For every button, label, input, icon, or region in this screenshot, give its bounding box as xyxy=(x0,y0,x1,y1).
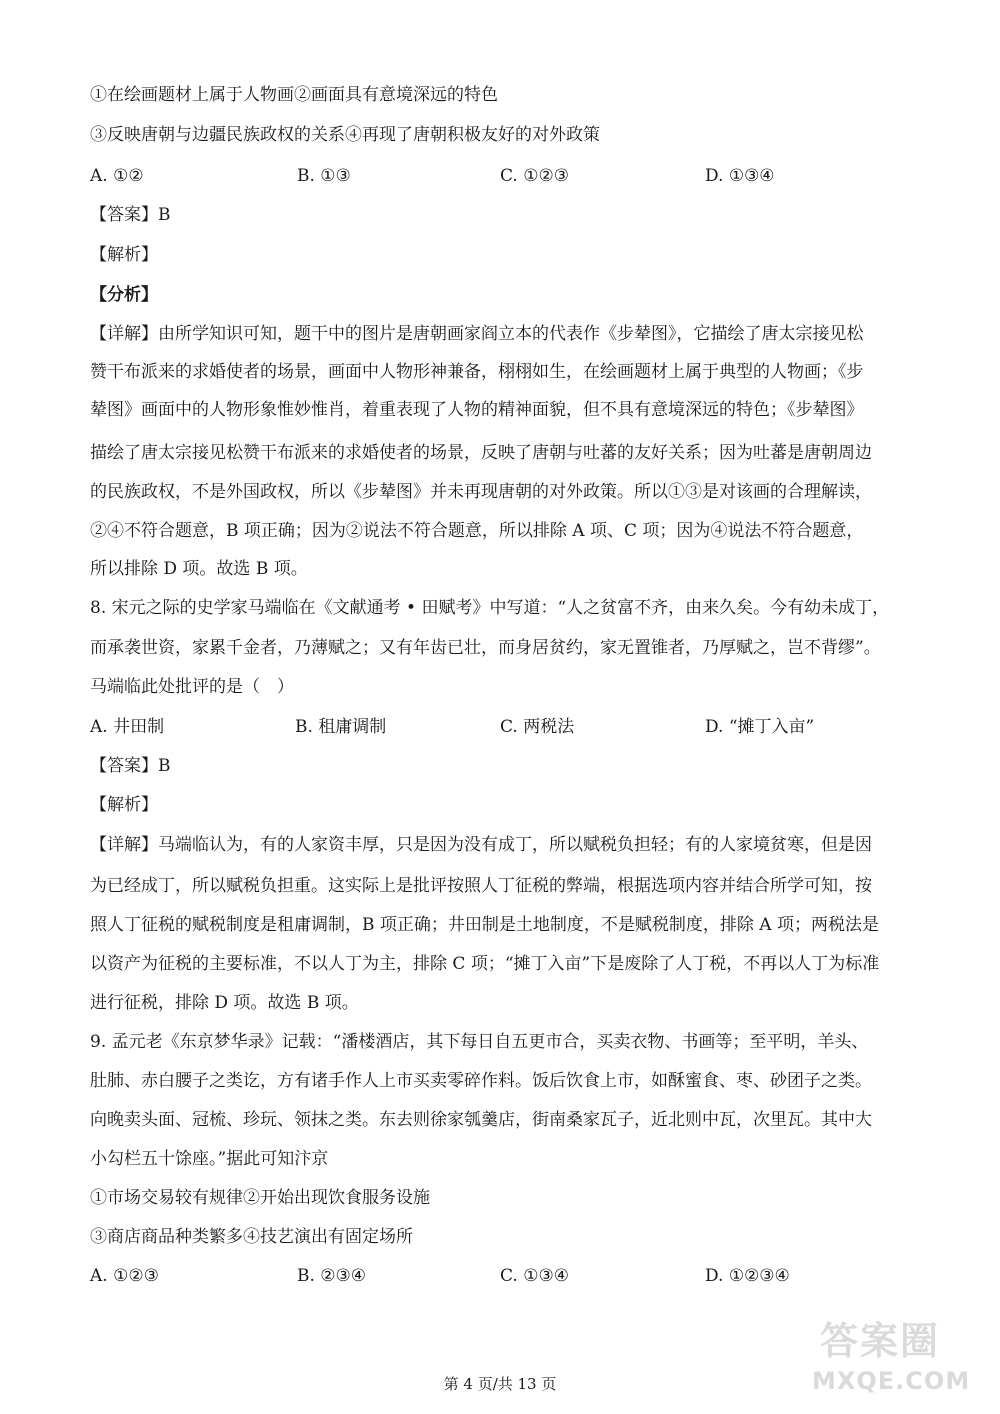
detail-q8-line-3: 照人丁征税的赋税制度是租庸调制，B 项正确；井田制是土地制度，不是赋税制度，排除 A 项；两税法是 xyxy=(90,915,879,935)
options-row-q7 xyxy=(90,165,920,187)
option-d: D. ①②③④ xyxy=(705,1266,790,1286)
option-a: A. ①② xyxy=(90,166,144,186)
q9-stem-line-3: 向晚卖头面、冠梳、珍玩、领抹之类。东去则徐家瓠羹店，街南桑家瓦子，近北则中瓦，次里瓦。其中大 xyxy=(90,1110,872,1130)
detail-q7-line-2: 赞干布派来的求婚使者的场景，画面中人物形神兼备，栩栩如生，在绘画题材上属于典型的人物画；《步 xyxy=(90,362,864,382)
watermark-site-text: MXQE.COM xyxy=(812,1367,971,1395)
analysis-label-q7: 【解析】 xyxy=(90,245,158,265)
detail-q7-line-5: 的民族政权，不是外国政权，所以《步辇图》并未再现唐朝的对外政策。所以①③是对该画的合理解读， xyxy=(90,482,872,502)
q8-stem-line-2: 而承袭世资，家累千金者，乃薄赋之；又有年齿已壮，而身居贫约，家无置锥者，乃厚赋之，岂不背缪”。 xyxy=(90,638,881,658)
fenxi-label-q7: 【分析】 xyxy=(90,285,158,305)
statement-line-2: ③反映唐朝与边疆民族政权的关系④再现了唐朝积极友好的对外政策 xyxy=(90,125,600,145)
options-row-q9 xyxy=(90,1265,920,1287)
q9-statement-line-2: ③商店商品种类繁多④技艺演出有固定场所 xyxy=(90,1227,413,1247)
detail-q7-line-3: 辇图》画面中的人物形象惟妙惟肖，着重表现了人物的精神面貌，但不具有意境深远的特色；《步辇图》 xyxy=(90,400,864,420)
watermark-logo-text: 答案圈 xyxy=(820,1319,941,1363)
option-a: A. ①②③ xyxy=(90,1266,159,1286)
statement-line-1: ①在绘画题材上属于人物画②画面具有意境深远的特色 xyxy=(90,85,498,105)
options-row-q8 xyxy=(90,716,920,738)
q8-stem-line-1: 8. 宋元之际的史学家马端临在《文献通考 • 田赋考》中写道：“人之贫富不齐，由来久矣。今有幼未成丁， xyxy=(90,598,890,618)
option-d: D. “摊丁入亩” xyxy=(705,717,815,737)
option-d: D. ①③④ xyxy=(705,166,775,186)
page-number-footer: 第 4 页/共 13 页 xyxy=(443,1375,557,1393)
q9-stem-line-4: 小勾栏五十馀座。”据此可知汴京 xyxy=(90,1149,329,1169)
detail-q8-line-2: 为已经成丁，所以赋税负担重。这实际上是批评按照人丁征税的弊端，根据选项内容并结合所学可知，按 xyxy=(90,876,872,896)
option-c: C. 两税法 xyxy=(500,717,575,737)
detail-q8-line-4: 以资产为征税的主要标准，不以人丁为主，排除 C 项；“摊丁入亩”下是废除了人丁税，不再以人丁为标准 xyxy=(90,954,880,974)
option-c: C. ①③④ xyxy=(500,1266,569,1286)
option-b: B. ①③ xyxy=(297,166,351,186)
detail-q7-line-4: 描绘了唐太宗接见松赞干布派来的求婚使者的场景，反映了唐朝与吐蕃的友好关系；因为吐蕃是唐朝周边 xyxy=(90,443,872,463)
q9-stem-line-2: 肚肺、赤白腰子之类讫，方有诸手作人上市买卖零碎作料。饭后饮食上市，如酥蜜食、枣、砂团子之类。 xyxy=(90,1071,872,1091)
detail-q7-line-1: 【详解】由所学知识可知，题干中的图片是唐朝画家阎立本的代表作《步辇图》，它描绘了唐太宗接见松 xyxy=(90,324,864,344)
answer-q8: 【答案】B xyxy=(90,756,171,776)
analysis-label-q8: 【解析】 xyxy=(90,795,158,815)
detail-q8-line-5: 进行征税，排除 D 项。故选 B 项。 xyxy=(90,993,359,1013)
detail-q8-line-1: 【详解】马端临认为，有的人家资丰厚，只是因为没有成丁，所以赋税负担轻；有的人家境贫寒，但是因 xyxy=(90,835,872,855)
watermark-logo xyxy=(812,1318,982,1398)
detail-q7-line-7: 所以排除 D 项。故选 B 项。 xyxy=(90,559,308,579)
q9-statement-line-1: ①市场交易较有规律②开始出现饮食服务设施 xyxy=(90,1188,430,1208)
detail-q7-line-6: ②④不符合题意，B 项正确；因为②说法不符合题意，所以排除 A 项、C 项；因为④说法不符合题意， xyxy=(90,521,864,541)
option-a: A. 井田制 xyxy=(90,717,165,737)
option-b: B. 租庸调制 xyxy=(295,717,387,737)
option-c: C. ①②③ xyxy=(500,166,569,186)
answer-q7: 【答案】B xyxy=(90,205,171,225)
option-b: B. ②③④ xyxy=(297,1266,367,1286)
q8-stem-line-3: 马端临此处批评的是（ ） xyxy=(90,677,294,697)
q9-stem-line-1: 9. 孟元老《东京梦华录》记载：“潘楼酒店，其下每日自五更市合，买卖衣物、书画等；至平明，羊头、 xyxy=(90,1032,869,1052)
